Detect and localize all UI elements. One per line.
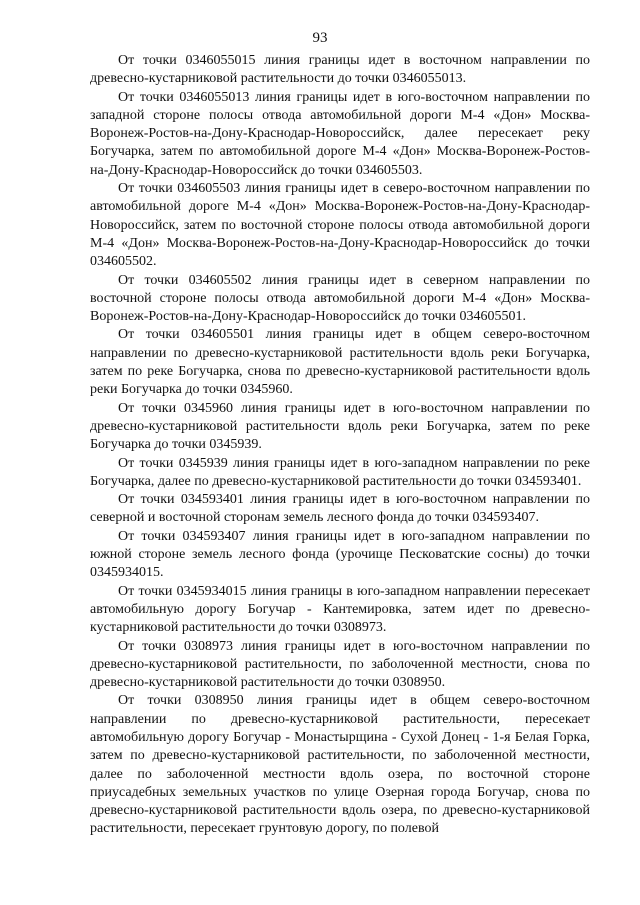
paragraph: От точки 034593401 линия границы идет в юго-восточном направлении по северной и восточной сторонам земель лесного фонда до точки 034593407. [90, 492, 590, 526]
paragraph: От точки 0308950 линия границы идет в общем северо-восточном направлении по древесно-кустарниковой растительности, пересекает автомобильную дорогу Богучар - Монастырщина - Сухой Донец - 1-я Белая Горка, затем по древесно-кустарниковой растительности, по заболоченной местности, далее по заболоченной местности вдоль озера, по восточной стороне приусадебных земельных участков по улице Озерная города Богучар, снова по древесно-кустарниковой растительности вдоль озера, по древесно-кустарниковой растительности, пересекает грунтовую дорогу, по полевой [90, 693, 590, 837]
page-number: 93 [312, 30, 328, 46]
paragraph: От точки 0345960 линия границы идет в юго-восточном направлении по древесно-кустарниковой растительности вдоль реки Богучарка, затем по реке Богучарка до точки 0345939. [90, 400, 590, 453]
paragraph: От точки 0345934015 линия границы в юго-западном направлении пересекает автомобильную дорогу Богучар - Кантемировка, затем идет по древесно-кустарниковой растительности до точки 0308973. [90, 583, 590, 636]
paragraph: От точки 0345939 линия границы идет в юго-западном направлении по реке Богучарка, далее по древесно-кустарниковой растительности до точки 034593401. [90, 455, 590, 489]
paragraph: От точки 034605503 линия границы идет в северо-восточном направлении по автомобильной дороге М-4 «Дон» Москва-Воронеж-Ростов-на-Дону-Краснодар-Новороссийск, затем по восточной стороне полосы отвода автомобильной дороги М-4 «Дон» Москва-Воронеж-Ростов-на-Дону-Краснодар-Новороссийск до точки 034605502. [90, 181, 590, 270]
paragraph: От точки 0346055015 линия границы идет в восточном направлении по древесно-кустарниковой растительности до точки 0346055013. [90, 53, 590, 87]
paragraph: От точки 0346055013 линия границы идет в юго-восточном направлении по западной стороне полосы отвода автомобильной дороги М-4 «Дон» Москва-Воронеж-Ростов-на-Дону-Краснодар-Новороссийск, далее пересекает реку Богучарка, затем по автомобильной дороге М-4 «Дон» Москва-Воронеж-Ростов-на-Дону-Краснодар-Новороссийск до точки 034605503. [90, 89, 590, 178]
paragraph: От точки 0308973 линия границы идет в юго-восточном направлении по древесно-кустарниковой растительности, по заболоченной местности, снова по древесно-кустарниковой растительности до точки 0308950. [90, 638, 590, 691]
paragraph: От точки 034593407 линия границы идет в юго-западном направлении по южной стороне земель лесного фонда (урочище Песковатские сосны) до точки 0345934015. [90, 528, 590, 581]
document-body [90, 52, 590, 839]
paragraph: От точки 034605501 линия границы идет в общем северо-восточном направлении по древесно-кустарниковой растительности вдоль реки Богучарка, затем по реке Богучарка, снова по древесно-кустарниковой растительности вдоль реки Богучарка до точки 0345960. [90, 327, 590, 398]
paragraph: От точки 034605502 линия границы идет в северном направлении по восточной стороне полосы отвода автомобильной дороги М-4 «Дон» Москва-Воронеж-Ростов-на-Дону-Краснодар-Новороссийск до точки 034605501. [90, 272, 590, 325]
